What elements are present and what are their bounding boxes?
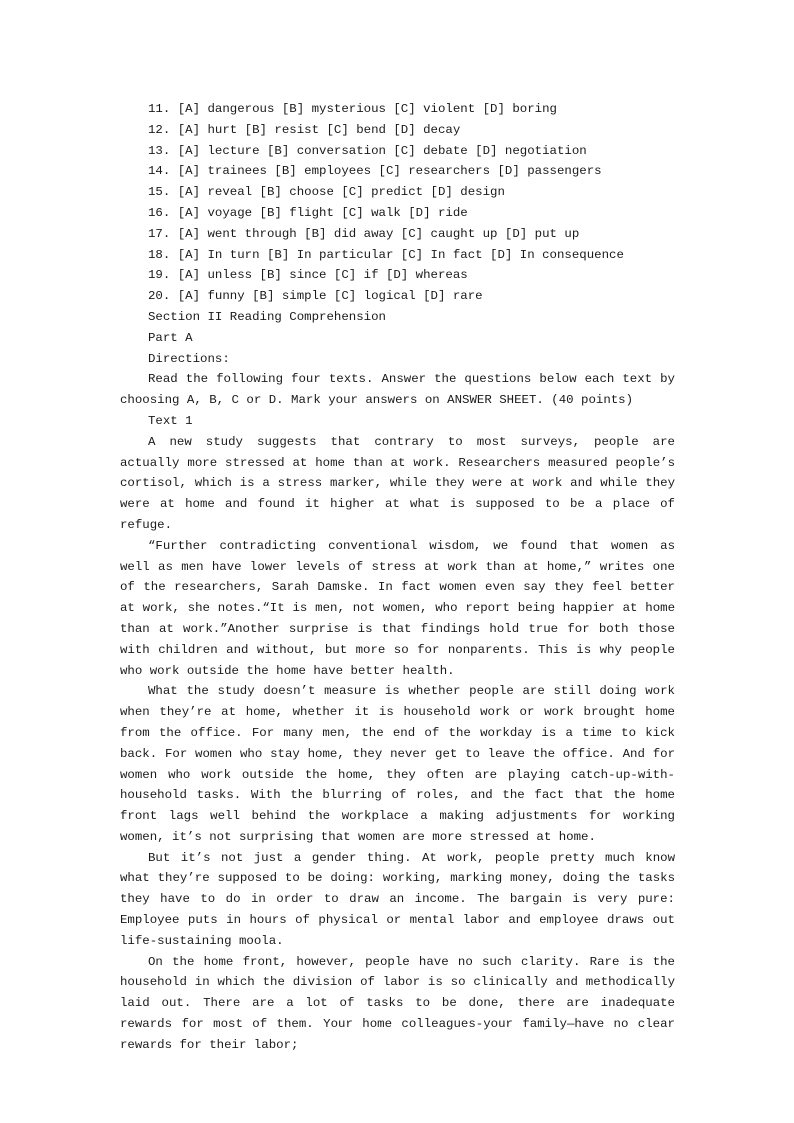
directions-label: Directions: <box>148 351 230 366</box>
directions-text: Read the following four texts. Answer the questions below each text by choosing A, B, C or D. Mark your answers on ANSWER SHEET. (40 points) <box>120 372 675 408</box>
option-line-19: 19. [A] unless [B] since [C] if [D] whereas <box>148 268 468 283</box>
part-title: Part A <box>148 330 193 345</box>
paragraph-5: On the home front, however, people have no such clarity. Rare is the household in which the division of labor is so clinically and methodically laid out. There are a lot of tasks to be done, there are inadequate rewards for most of them. Your home colleagues-your family—have no clear rewards for their labor; <box>120 954 675 1052</box>
section-title: Section II Reading Comprehension <box>148 309 386 324</box>
option-line-16: 16. [A] voyage [B] flight [C] walk [D] ride <box>148 205 468 220</box>
option-line-18: 18. [A] In turn [B] In particular [C] In fact [D] In consequence <box>148 247 624 262</box>
option-line-13: 13. [A] lecture [B] conversation [C] debate [D] negotiation <box>148 143 587 158</box>
paragraph-4: But it’s not just a gender thing. At work, people pretty much know what they’re supposed to be doing: working, marking money, doing the tasks they have to do in order to draw an income. The bargain is very pure: Employee puts in hours of physical or mental labor and employee draws out life-sustaining moola. <box>120 850 675 948</box>
option-line-14: 14. [A] trainees [B] employees [C] researchers [D] passengers <box>148 164 602 179</box>
text-title: Text 1 <box>148 413 193 428</box>
option-line-17: 17. [A] went through [B] did away [C] caught up [D] put up <box>148 226 580 241</box>
document-page <box>120 99 675 1056</box>
paragraph-3: What the study doesn’t measure is whether people are still doing work when they’re at home, whether it is household work or work brought home from the office. For many men, the end of the workday is a time to kick back. For women who stay home, they never get to leave the office. And for women who work outside the home, they often are playing catch-up-with-household tasks. With the blurring of roles, and the fact that the home front lags well behind the workplace a making adjustments for working women, it’s not surprising that women are more stressed at home. <box>120 684 675 844</box>
paragraph-2: “Further contradicting conventional wisdom, we found that women as well as men have lower levels of stress at work than at home,” writes one of the researchers, Sarah Damske. In fact women even say they feel better at work, she notes.“It is men, not women, who report being happier at home than at work.”Another surprise is that findings hold true for both those with children and without, but more so for nonparents. This is why people who work outside the home have better health. <box>120 538 675 678</box>
option-line-15: 15. [A] reveal [B] choose [C] predict [D] design <box>148 185 505 200</box>
option-line-11: 11. [A] dangerous [B] mysterious [C] violent [D] boring <box>148 102 557 116</box>
option-line-12: 12. [A] hurt [B] resist [C] bend [D] decay <box>148 122 461 137</box>
option-line-20: 20. [A] funny [B] simple [C] logical [D] rare <box>148 289 483 304</box>
paragraph-1: A new study suggests that contrary to most surveys, people are actually more stressed at home than at work. Researchers measured people’s cortisol, which is a stress marker, while they were at work and while they were at home and found it higher at what is supposed to be a place of refuge. <box>120 434 675 532</box>
